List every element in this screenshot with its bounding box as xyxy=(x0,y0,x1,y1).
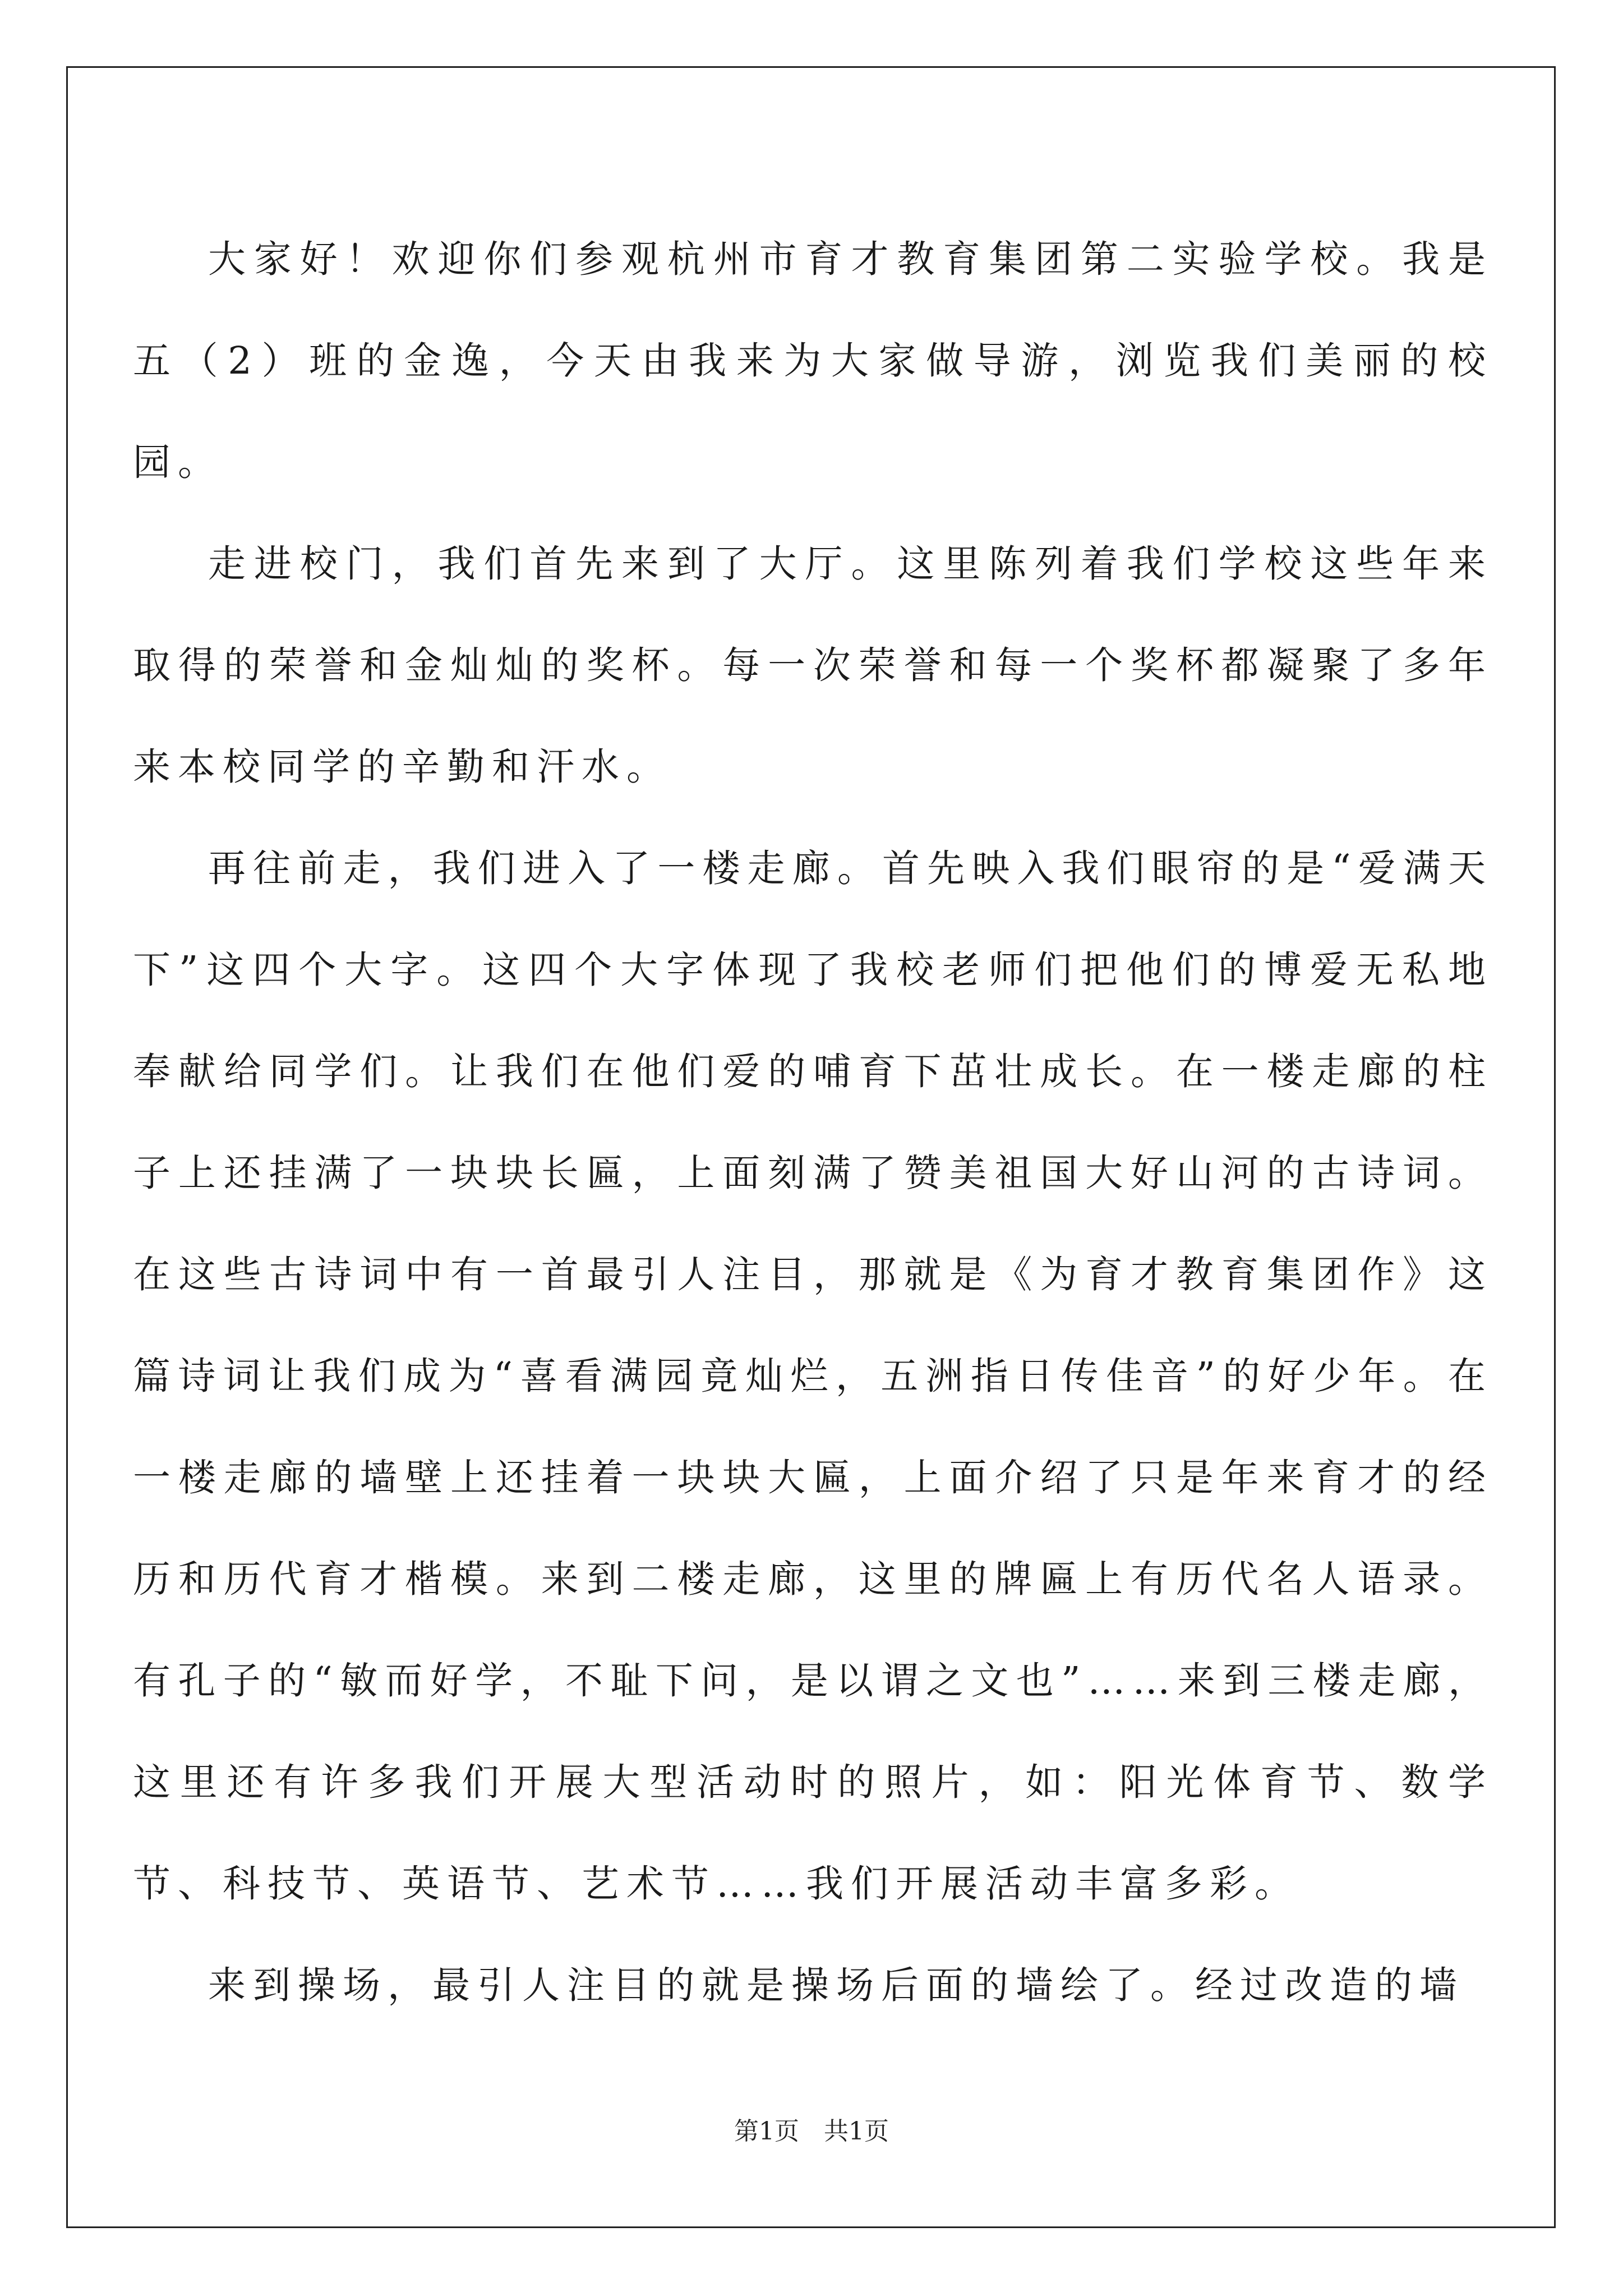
paragraph-3: 再往前走，我们进入了一楼走廊。首先映入我们眼帘的是“爱满天下”这四个大字。这四个大字体现了我校老师们把他们的博爱无私地奉献给同学们。让我们在他们爱的哺育下茁壮成长。在一楼走廊的柱子上还挂满了一块块长匾，上面刻满了赞美祖国大好山河的古诗词。在这些古诗词中有一首最引人注目，那就是《为育才教育集团作》这篇诗词让我们成为“喜看满园竟灿烂，五洲指日传佳音”的好少年。在一楼走廊的墙壁上还挂着一块块大匾，上面介绍了只是年来育才的经历和历代育才楷模。来到二楼走廊，这里的牌匾上有历代名人语录。有孔子的“敏而好学，不耻下问，是以谓之文也”……来到三楼走廊，这里还有许多我们开展大型活动时的照片，如：阳光体育节、数学节、科技节、英语节、艺术节……我们开展活动丰富多彩。 xyxy=(133,846,1493,1906)
paragraph-1: 大家好！欢迎你们参观杭州市育才教育集团第二实验学校。我是五（2）班的金逸，今天由我来为大家做导游，浏览我们美丽的校园。 xyxy=(133,237,1493,484)
paragraph-4: 来到操场，最引人注目的就是操场后面的墙绘了。经过改造的墙 xyxy=(208,1963,1464,2007)
page-footer xyxy=(0,2115,1623,2148)
page-number-label: 第1页 共1页 xyxy=(734,2117,889,2146)
paragraph-2: 走进校门，我们首先来到了大厅。这里陈列着我们学校这些年来取得的荣誉和金灿灿的奖杯。每一次荣誉和每一个奖杯都凝聚了多年来本校同学的辛勤和汗水。 xyxy=(133,542,1493,789)
document-body xyxy=(133,209,1493,2036)
